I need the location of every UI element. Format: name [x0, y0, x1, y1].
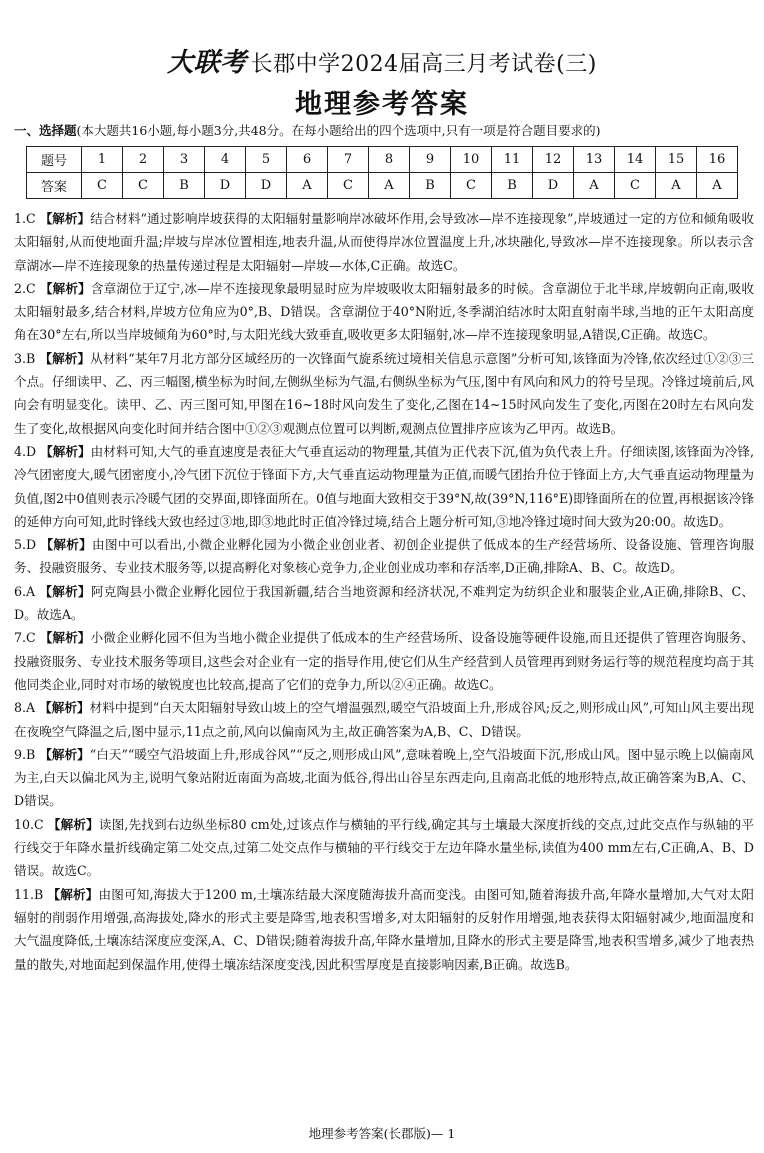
question-answer: 3.B [14, 350, 36, 366]
answer-cell: B [492, 173, 533, 199]
answer-cell: C [328, 173, 369, 199]
answer-cell: A [287, 173, 328, 199]
brand-logo-text: 大联考 [167, 48, 247, 78]
explanation-item [14, 440, 754, 533]
question-answer: 5.D [14, 537, 37, 553]
question-number: 4 [205, 147, 246, 173]
section-heading [14, 121, 754, 139]
question-number: 8 [369, 147, 410, 173]
answer-cell: D [533, 173, 574, 199]
analysis-tag: 【解析】 [40, 443, 91, 459]
question-answer: 6.A [14, 583, 36, 599]
analysis-text: “白天”“暖空气沿坡面上升,形成谷风”“反之,则形成山风”,意味着晚上,空气沿坡面下沉,形成山风。图中显示晚上以偏南风为主,白天以偏北风为主,说明气象站附近南面为高坡,北面为低谷,得出山谷呈东西走向,且南高北低的地形特点,故正确答案为B,A、C、D错误。 [14, 746, 754, 809]
analysis-text: 由图中可以看出,小微企业孵化园为小微企业创业者、初创企业提供了低成本的生产经营场所、设备设施、管理咨询服务、投融资服务、专业技术服务等,以提高孵化对象核心竞争力,企业创业成功率和存活率,D正确,排除A、B、C。故选D。 [14, 537, 754, 576]
question-number: 2 [123, 147, 164, 173]
explanations [14, 207, 754, 976]
analysis-tag: 【解析】 [47, 816, 99, 832]
question-number: 3 [164, 147, 205, 173]
analysis-tag: 【解析】 [39, 211, 91, 226]
analysis-text: 结合材料“通过影响岸坡获得的太阳辐射量影响岸冰破坏作用,会导致冰—岸不连接现象”,岸坡通过一定的方位和倾角吸收太阳辐射,从而使地面升温;岸坡与岸冰位置相连,地表升温,从而使得岸冰位置温度上升,冰块融化,导致冰—岸不连接现象。所以表示含章湖冰—岸不连接现象的热量传递过程是太阳辐射—岸坡—水体,C正确。故选C。 [14, 211, 755, 273]
explanation-item [14, 743, 754, 813]
question-answer: 8.A [14, 700, 36, 716]
analysis-text: 小微企业孵化园不但为当地小微企业提供了低成本的生产经营场所、设备设施等硬件设施,而且还提供了管理咨询服务、投融资服务、专业技术服务等项目,这些会对企业有一定的指导作用,使它们从生产经营到人员管理再到财务运行等的规范程度均高于其他同类企业,同时对市场的敏锐度也比较高,提高了它们的竞争力,所以②④正确。故选C。 [14, 630, 754, 692]
number-row-label: 题号 [27, 147, 82, 173]
question-number: 12 [533, 147, 574, 173]
answer-cell: A [574, 173, 615, 199]
answer-key-title: 地理参考答案 [295, 89, 469, 120]
answer-cell: D [205, 173, 246, 199]
explanation-item [14, 883, 754, 976]
answer-table-number-row [27, 147, 738, 173]
explanation-item [14, 696, 754, 743]
analysis-tag: 【解析】 [39, 700, 90, 716]
analysis-text: 从材料“某年7月北方部分区域经历的一次锋面气旋系统过境相关信息示意图”分析可知,该锋面为冷锋,依次经过①②③三个点。仔细读甲、乙、丙三幅图,横坐标为时间,左侧纵坐标为气温,右侧纵坐标为气压,图中有风向和风力的符号呈现。冷锋过境前后,风向会有明显变化。读甲、乙、丙三图可知,甲图在16~18时风向发生了变化,乙图在14~15时风向发生了变化,丙图在20时左右风向发生了变化,故根据风向变化时间并结合图中①②③观测点位置可以判断,观测点位置排序应该为乙甲丙。故选B。 [14, 350, 754, 436]
analysis-text: 含章湖位于辽宁,冰—岸不连接现象最明显时应为岸坡吸收太阳辐射最多的时候。含章湖位于北半球,岸坡朝向正南,吸收太阳辐射最多,结合材料,岸坡方位角应为0°,B、D错误。含章湖位于40°N附近,冬季湖泊结冰时太阳直射南半球,当地的正午太阳高度角在30°左右,所以当岸坡倾角为60°时,与太阳光线大致垂直,吸收更多太阳辐射,冰—岸不连接现象明显,A错误,C正确。故选C。 [14, 280, 754, 343]
section-description: (本大题共16小题,每小题3分,共48分。在每小题给出的四个选项中,只有一项是符合题目要求的) [76, 123, 601, 138]
question-answer: 9.B [14, 746, 36, 762]
question-answer: 7.C [14, 630, 36, 646]
answer-cell: C [615, 173, 656, 199]
section-label: 一、选择题 [14, 123, 77, 138]
answer-cell: C [451, 173, 492, 199]
answer-cell: C [82, 173, 123, 199]
analysis-tag: 【解析】 [47, 886, 99, 902]
answer-cell: B [164, 173, 205, 199]
exam-title [0, 42, 764, 79]
question-number: 13 [574, 147, 615, 173]
explanation-item [14, 207, 754, 277]
explanation-item [14, 813, 754, 883]
explanation-item [14, 277, 754, 347]
answer-table-answer-row [27, 173, 738, 199]
question-answer: 2.C [14, 280, 36, 296]
question-number: 9 [410, 147, 451, 173]
question-number: 1 [82, 147, 123, 173]
analysis-text: 阿克陶县小微企业孵化园位于我国新疆,结合当地资源和经济状况,不难判定为纺织企业和服装企业,A正确,排除B、C、D。故选A。 [14, 583, 754, 623]
analysis-tag: 【解析】 [39, 746, 90, 762]
exam-title-text: 长郡中学2024届高三月考试卷(三) [250, 52, 597, 77]
analysis-tag: 【解析】 [40, 537, 93, 553]
question-answer: 11.B [14, 886, 44, 902]
analysis-tag: 【解析】 [39, 630, 91, 646]
analysis-text: 由图可知,海拔大于1200 m,土壤冻结最大深度随海拔升高而变浅。由图可知,随着海拔升高,年降水量增加,大气对太阳辐射的削弱作用增强,高海拔处,降水的形式主要是降雪,地表积雪增多,对太阳辐射的反射作用增强,地表获得太阳辐射减少,地面温度和大气温度降低,土壤冻结深度应变深,A、C、D错误;随着海拔升高,年降水量增加,且降水的形式主要是降雪,地表积雪增多,减少了地表热量的散失,对地面起到保温作用,使得土壤冻结深度变浅,因此积雪厚度是直接影响因素,B正确。故选B。 [14, 886, 755, 972]
question-number: 6 [287, 147, 328, 173]
question-number: 10 [451, 147, 492, 173]
answer-row-label: 答案 [27, 173, 82, 199]
question-number: 14 [615, 147, 656, 173]
question-answer: 1.C [14, 211, 36, 226]
question-answer: 4.D [14, 443, 37, 459]
analysis-text: 由材料可知,大气的垂直速度是表征大气垂直运动的物理量,其值为正代表下沉,值为负代表上升。仔细读图,该锋面为冷锋,冷气团密度大,暖气团密度小,冷气团下沉位于锋面下方,大气垂直运动物理量为正值,而暖气团抬升位于锋面上方,大气垂直运动物理量为负值,图2中0值则表示冷暖气团的交界面,即锋面所在。0值与地面大致相交于39°N,故(39°N,116°E)即锋面所在的位置,再根据该冷锋的延伸方向可知,此时锋线大致也经过③地,即③地此时正值冷锋过境,结合上题分析可知,③地冷锋过境时间大致为20:00。故选D。 [14, 443, 754, 529]
analysis-tag: 【解析】 [39, 583, 91, 599]
analysis-text: 材料中提到“白天太阳辐射导致山坡上的空气增温强烈,暖空气沿坡面上升,形成谷风;反之,则形成山风”,可知山风主要出现在夜晚空气降温之后,图中显示,11点之前,风向以偏南风为主,故正确答案为A,B、C、D错误。 [14, 700, 754, 739]
explanation-item [14, 580, 754, 627]
question-number: 15 [656, 147, 697, 173]
question-answer: 10.C [14, 816, 44, 832]
question-number: 11 [492, 147, 533, 173]
answer-cell: A [656, 173, 697, 199]
answer-cell: A [697, 173, 738, 199]
explanation-item [14, 347, 754, 440]
analysis-tag: 【解析】 [39, 350, 91, 366]
answer-cell: A [369, 173, 410, 199]
page-footer: 地理参考答案(长郡版)— 1 [308, 1126, 456, 1141]
answer-cell: B [410, 173, 451, 199]
answer-table [26, 146, 738, 199]
answer-cell: D [246, 173, 287, 199]
explanation-item [14, 533, 754, 580]
question-number: 16 [697, 147, 738, 173]
question-number: 5 [246, 147, 287, 173]
answer-cell: C [123, 173, 164, 199]
question-number: 7 [328, 147, 369, 173]
analysis-text: 读图,先找到右边纵坐标80 cm处,过该点作与横轴的平行线,确定其与土壤最大深度折线的交点,过此交点作与纵轴的平行线交于年降水量折线确定第二处交点,过第二处交点作与横轴的平行线交于左边年降水量坐标,读值为400 mm左右,C正确,A、B、D错误。故选C。 [14, 816, 754, 879]
explanation-item [14, 626, 754, 696]
analysis-tag: 【解析】 [39, 280, 91, 296]
